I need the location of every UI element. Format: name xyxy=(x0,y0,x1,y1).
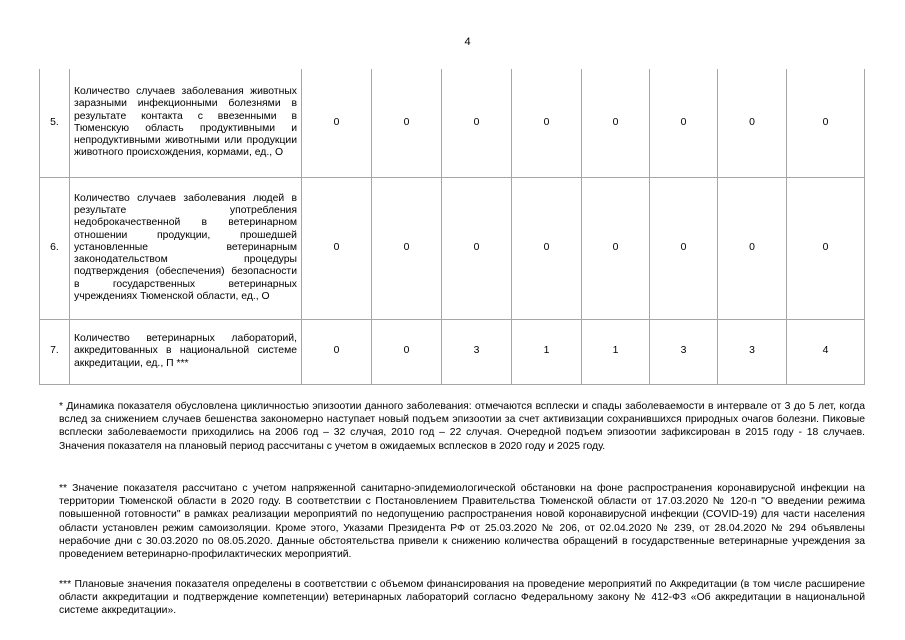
page-number: 4 xyxy=(464,36,471,48)
footnote-rabies-dynamics: * Динамика показателя обусловлена цикличностью эпизоотии данного заболевания: отмечаются всплески и спады заболеваемости в интервале от 3 до 5 лет, когда вслед за снижением случаев бешенства закономерно наступает новый подъем эпизоотии за счет активизации сохранившихся природных очагов болезни. Пиковые всплески заболеваемости приходились на 2006 год – 32 случая, 2010 год – 22 случая. Очередной подъем эпизоотии зафиксирован в 2015 году - 18 случаев. Значения показателя на плановый период рассчитаны с учетом в ожидаемых всплесков в 2020 году и 2025 году. xyxy=(59,401,865,452)
row-number: 7. xyxy=(40,319,70,384)
row-number: 5. xyxy=(40,69,70,177)
footnote-accreditation-plan: *** Плановые значения показателя определены в соответствии с объемом финансирования на проведение мероприятий по Аккредитации (в том числе расширение области аккредитации и подтверждение компетенции) ветеринарных лабораторий согласно Федеральному закону № 412-ФЗ «Об аккредитации в национальной системе аккредитации». xyxy=(59,579,865,617)
indicator-name: Количество случаев заболевания людей в результате употребления недоброкачественной в ветеринарном отношении продукции, прошедшей установленные ветеринарным законодательством процедуры подтверждения (обеспечения) безопасности в государственных ветеринарных учреждениях Тюменской области, ед., О xyxy=(70,177,302,319)
value-cell: 0 xyxy=(582,69,650,177)
value-cell: 0 xyxy=(372,177,442,319)
value-cell: 0 xyxy=(650,69,718,177)
value-cell: 3 xyxy=(650,319,718,384)
table-row xyxy=(40,69,865,177)
value-cell: 0 xyxy=(718,177,787,319)
value-cell: 0 xyxy=(512,69,582,177)
table-row xyxy=(40,319,865,384)
value-cell: 0 xyxy=(582,177,650,319)
value-cell: 0 xyxy=(442,69,512,177)
indicator-name: Количество ветеринарных лабораторий, аккредитованных в национальной системе аккредитации, ед., П *** xyxy=(70,319,302,384)
value-cell: 0 xyxy=(302,319,372,384)
value-cell: 0 xyxy=(372,319,442,384)
indicators-table xyxy=(39,69,865,385)
value-cell: 1 xyxy=(582,319,650,384)
row-number: 6. xyxy=(40,177,70,319)
indicator-name: Количество случаев заболевания животных заразными инфекционными болезнями в результате контакта с ввезенными в Тюменскую область продуктивными и непродуктивными животными или продукции животного происхождения, кормами, ед., О xyxy=(70,69,302,177)
value-cell: 0 xyxy=(650,177,718,319)
value-cell: 0 xyxy=(302,69,372,177)
value-cell: 3 xyxy=(718,319,787,384)
value-cell: 0 xyxy=(512,177,582,319)
footnote-covid-impact: ** Значение показателя рассчитано с учетом напряженной санитарно-эпидемиологической обстановки на фоне распространения коронавирусной инфекции на территории Тюменской области в 2020 году. В соответствии с Постановлением Правительства Тюменской области от 17.03.2020 № 120-п "О введении режима повышенной готовности" в рамках реализации мероприятий по недопущению распространения новой коронавирусной инфекции (COVID-19) для части населения области установлен режим самоизоляции. Кроме этого, Указами Президента РФ от 25.03.2020 № 206, от 02.04.2020 № 239, от 28.04.2020 № 294 объявлены нерабочие дни с 30.03.2020 по 08.05.2020. Данные обстоятельства привели к снижению количества обращений в государственные ветеринарные учреждения за проведением ветеринарно-профилактических мероприятий. xyxy=(59,483,865,561)
value-cell: 0 xyxy=(787,69,865,177)
value-cell: 0 xyxy=(302,177,372,319)
value-cell: 0 xyxy=(787,177,865,319)
table-row xyxy=(40,177,865,319)
value-cell: 0 xyxy=(442,177,512,319)
value-cell: 1 xyxy=(512,319,582,384)
value-cell: 4 xyxy=(787,319,865,384)
value-cell: 0 xyxy=(372,69,442,177)
value-cell: 0 xyxy=(718,69,787,177)
value-cell: 3 xyxy=(442,319,512,384)
